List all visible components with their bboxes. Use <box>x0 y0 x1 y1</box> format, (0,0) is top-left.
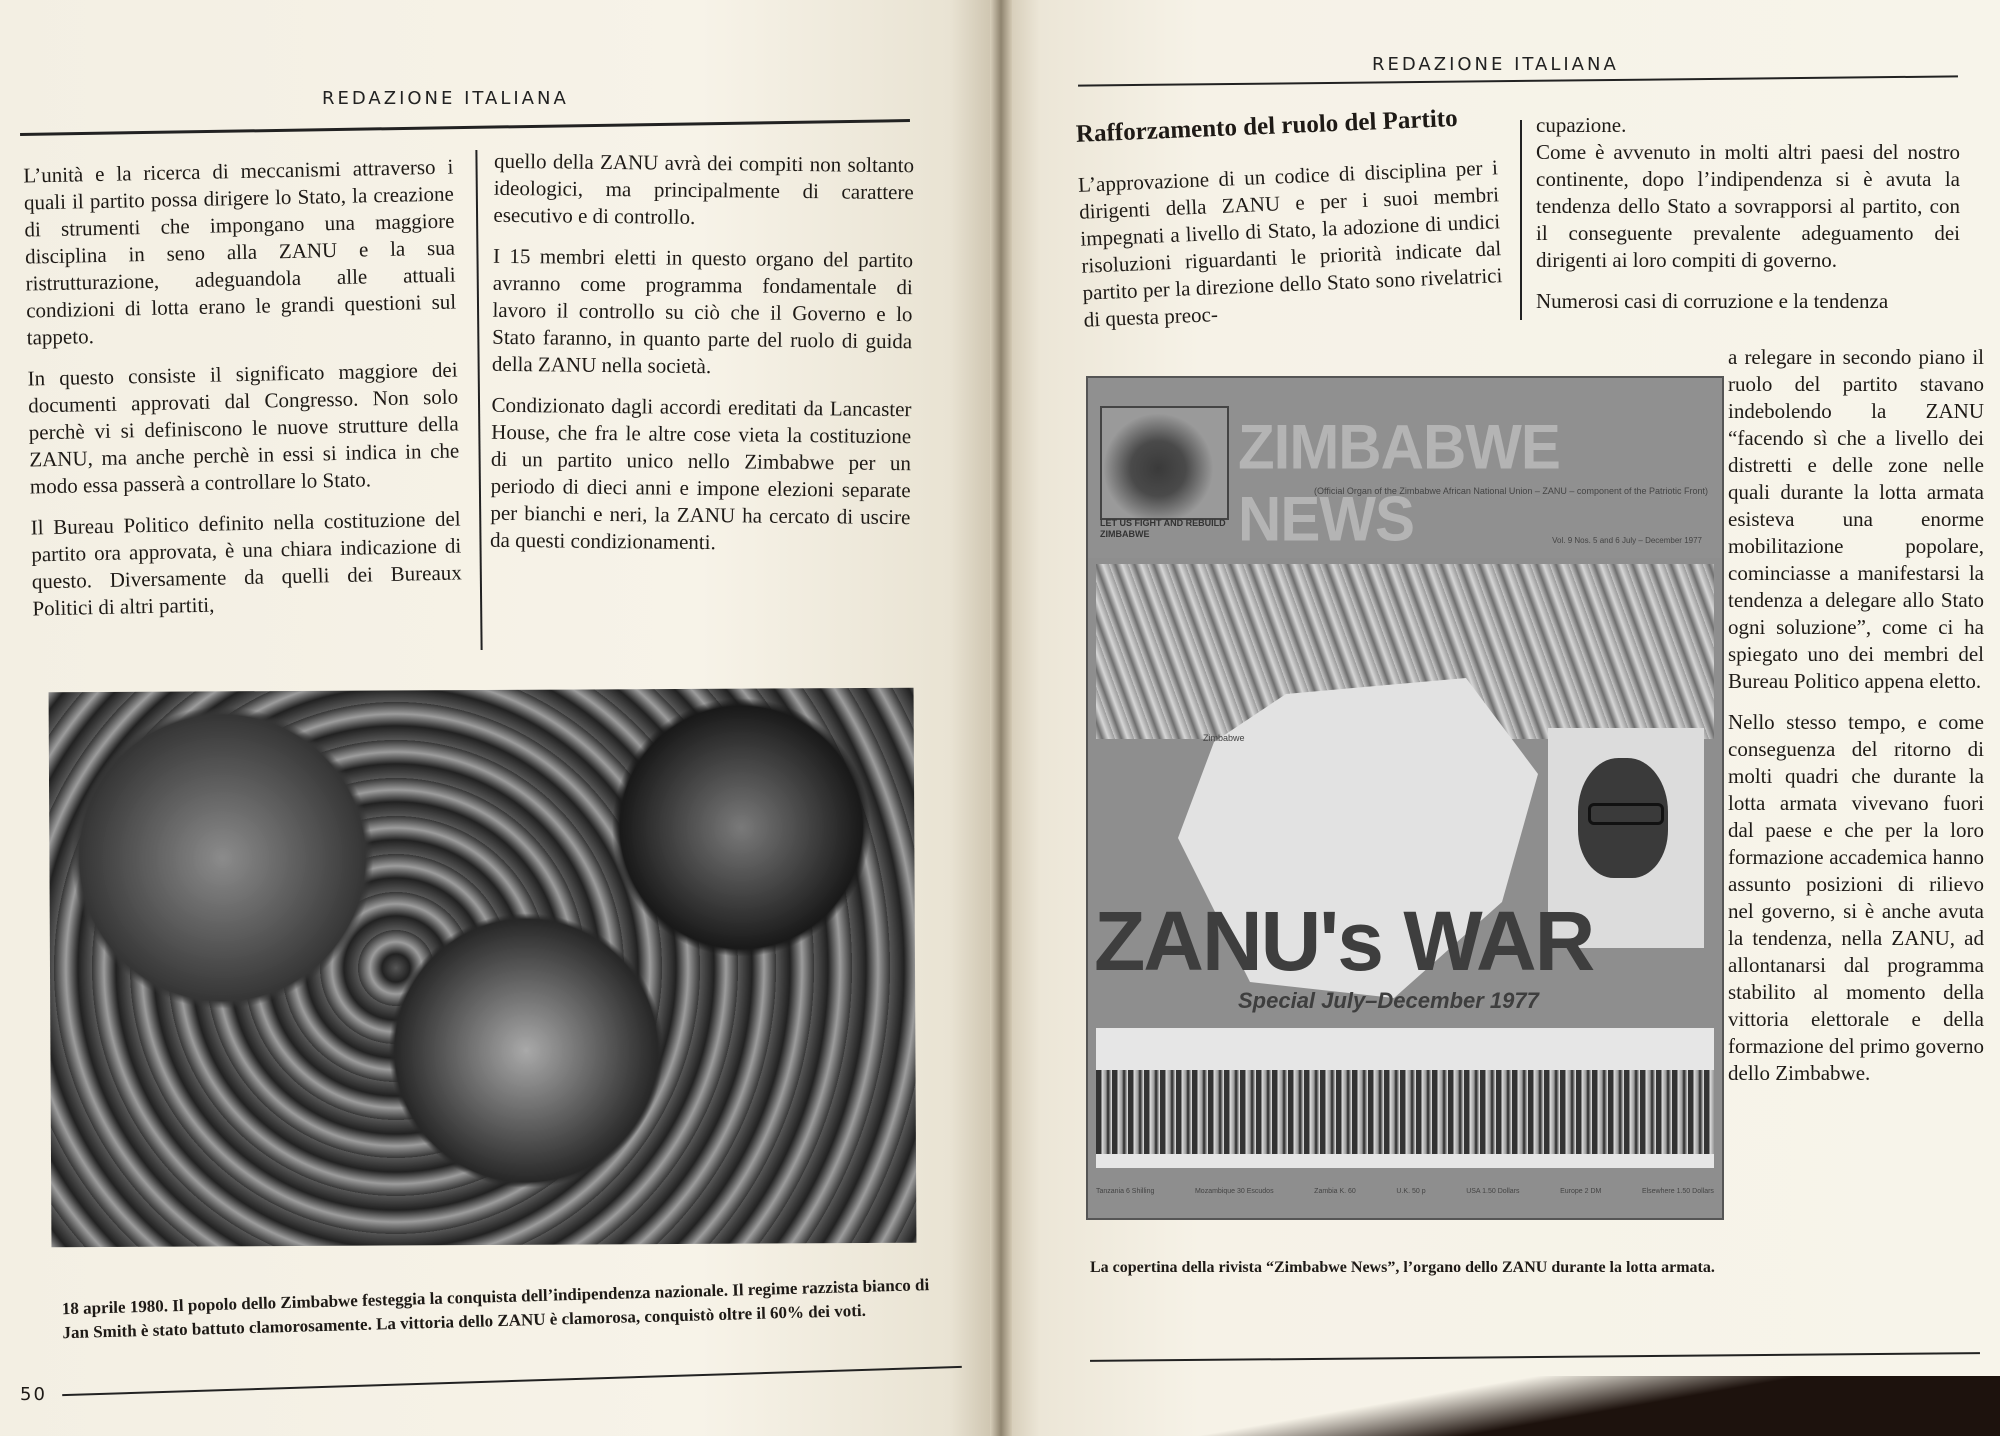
right-column-3 <box>1728 344 1984 1101</box>
paragraph: a relegare in secondo piano il ruolo del partito stavano indebolendo la ZANU “facendo sì che a livello dei distretti e delle zone nelle quali durante la lotta armata esisteva una enorme mobilitazione popolare, cominciasse a manifestarsi la tendenza a delegare allo Stato ogni soluzione”, come ci ha spiegato uno dei membri del Bureau Politico appena eletto. <box>1728 345 1984 693</box>
paragraph: In questo consiste il significato maggiore dei documenti approvati dal Congresso. Non solo perchè vi si definiscono le nuove strutture della ZANU, ma anche perchè in essi si indica in che modo essa passerà a controllare lo Stato. <box>27 357 460 499</box>
right-page <box>1000 0 2000 1436</box>
magazine-special-issue: Special July–December 1977 <box>1238 988 1539 1013</box>
crowd-photo <box>49 688 917 1248</box>
magazine-slogan: LET US FIGHT AND REBUILD ZIMBABWE <box>1100 518 1226 539</box>
glasses-icon <box>1588 803 1664 825</box>
column-divider <box>475 150 482 650</box>
map-label: Zimbabwe <box>1203 733 1245 743</box>
price: Europe 2 DM <box>1560 1188 1602 1195</box>
paragraph: Condizionato dagli accordi ereditati da Lancaster House, che fra le altre cose vieta la costituzione di un partito unico nello Zimbabwe per un periodo di dieci anni e impone elezioni separate per bianchi e neri, la ZANU ha cercato di uscire da questi condizionamenti. <box>489 392 912 555</box>
magazine-cover <box>1086 376 1724 1220</box>
magazine-caption: La copertina della rivista “Zimbabwe News”, l’organo dello ZANU durante la lotta armata. <box>1090 1259 1715 1276</box>
paragraph: quello della ZANU avrà dei compiti non soltanto ideologici, ma principalmente di carattere esecutivo e di controllo. <box>493 148 915 229</box>
magazine-headline: ZANU's WAR <box>1094 894 1594 988</box>
paragraph: Nello stesso tempo, e come conseguenza del ritorno di molti quadri che durante la lotta armata vivevano fuori dal paese e che per la loro formazione accademica hanno assunto posizioni di rilievo nel governo, si è anche avuta la tendenza, nella ZANU, ad allontanarsi dal programma stabilito al momento della vittoria elettorale e della formazione del primo governo dello Zimbabwe. <box>1728 710 1984 1085</box>
price: Tanzania 6 Shilling <box>1096 1188 1155 1195</box>
paragraph: cupazione. <box>1536 113 1627 137</box>
left-column-2 <box>490 148 914 572</box>
paragraph: Numerosi casi di corruzione e la tendenza <box>1536 289 1889 313</box>
right-column-1 <box>1075 103 1504 347</box>
price: U.K. 50 p <box>1396 1188 1426 1195</box>
magazine-prices <box>1096 1188 1714 1195</box>
page-edge-shadow <box>1000 1376 2000 1436</box>
book-gutter <box>990 0 1012 1436</box>
paragraph: L’approvazione di un codice di disciplina per i dirigenti della ZANU e per i suoi membri impegnati a livello di Stato, la adozione di undici risoluzioni riguardanti le priorità indicate dal partito per la direzione dello Stato sono rivelatrici di questa preoc- <box>1077 155 1503 332</box>
left-column-1 <box>23 154 463 637</box>
page-number: 50 <box>20 1384 47 1405</box>
header-rule <box>20 119 910 136</box>
magazine-subtitle: (Official Organ of the Zimbabwe African National Union – ZANU – component of the Patriotic Front) <box>1313 486 1708 496</box>
column-divider <box>1520 120 1522 320</box>
running-head: REDAZIONE ITALIANA <box>322 88 569 109</box>
paragraph: I 15 membri eletti in questo organo del partito avranno come programma fondamentale di lavoro il controllo su ciò che il Governo e lo Stato faranno, in quanto parte del ruolo di guida della ZANU nella società. <box>491 243 914 379</box>
paragraph: Come è avvenuto in molti altri paesi del nostro continente, dopo l’indipendenza si è avuta la tendenza dello Stato a sovrapporsi al partito, con il conseguente prevalente adeguamento dei dirigenti ai loro compiti di governo. <box>1536 140 1960 272</box>
crowd-photo-small <box>1096 1028 1714 1168</box>
magazine-title: ZIMBABWE NEWS <box>1238 411 1560 555</box>
magazine-volume: Vol. 9 Nos. 5 and 6 July – December 1977 <box>1552 536 1702 545</box>
price: Mozambique 30 Escudos <box>1194 1188 1274 1195</box>
price: Zambia K. 60 <box>1314 1188 1356 1195</box>
section-heading: Rafforzamento del ruolo del Partito <box>1075 104 1459 148</box>
photo-caption: 18 aprile 1980. Il popolo dello Zimbabwe festeggia la conquista dell’indipendenza nazionale. Il regime razzista bianco di Jan Smith è stato battuto clamorosamente. La vittoria dello ZANU è clamorosa, conquistò oltre il 60% dei voti. <box>61 1275 930 1343</box>
paragraph: L’unità e la ricerca di meccanismi attraverso i quali il partito possa dirigere lo Stato, la creazione di strumenti che impongano una maggiore disciplina in seno alla ZANU e la sua ristrutturazione, adeguandola alle attuali condizioni di lotta erano le grandi questioni sul tappeto. <box>23 154 457 350</box>
price: Elsewhere 1.50 Dollars <box>1641 1188 1714 1195</box>
header-rule <box>1078 75 1958 86</box>
price: USA 1.50 Dollars <box>1466 1188 1520 1195</box>
footer-rule <box>1090 1352 1980 1362</box>
paragraph: Il Bureau Politico definito nella costituzione del partito ora approvata, è una chiara indicazione di questo. Diversamente da quelli dei Bureaux Politici di altri partiti, <box>30 506 463 621</box>
running-head: REDAZIONE ITALIANA <box>1372 54 1619 75</box>
zanu-emblem-icon <box>1100 406 1229 520</box>
right-column-2 <box>1536 112 1960 329</box>
footer-rule <box>62 1366 962 1396</box>
